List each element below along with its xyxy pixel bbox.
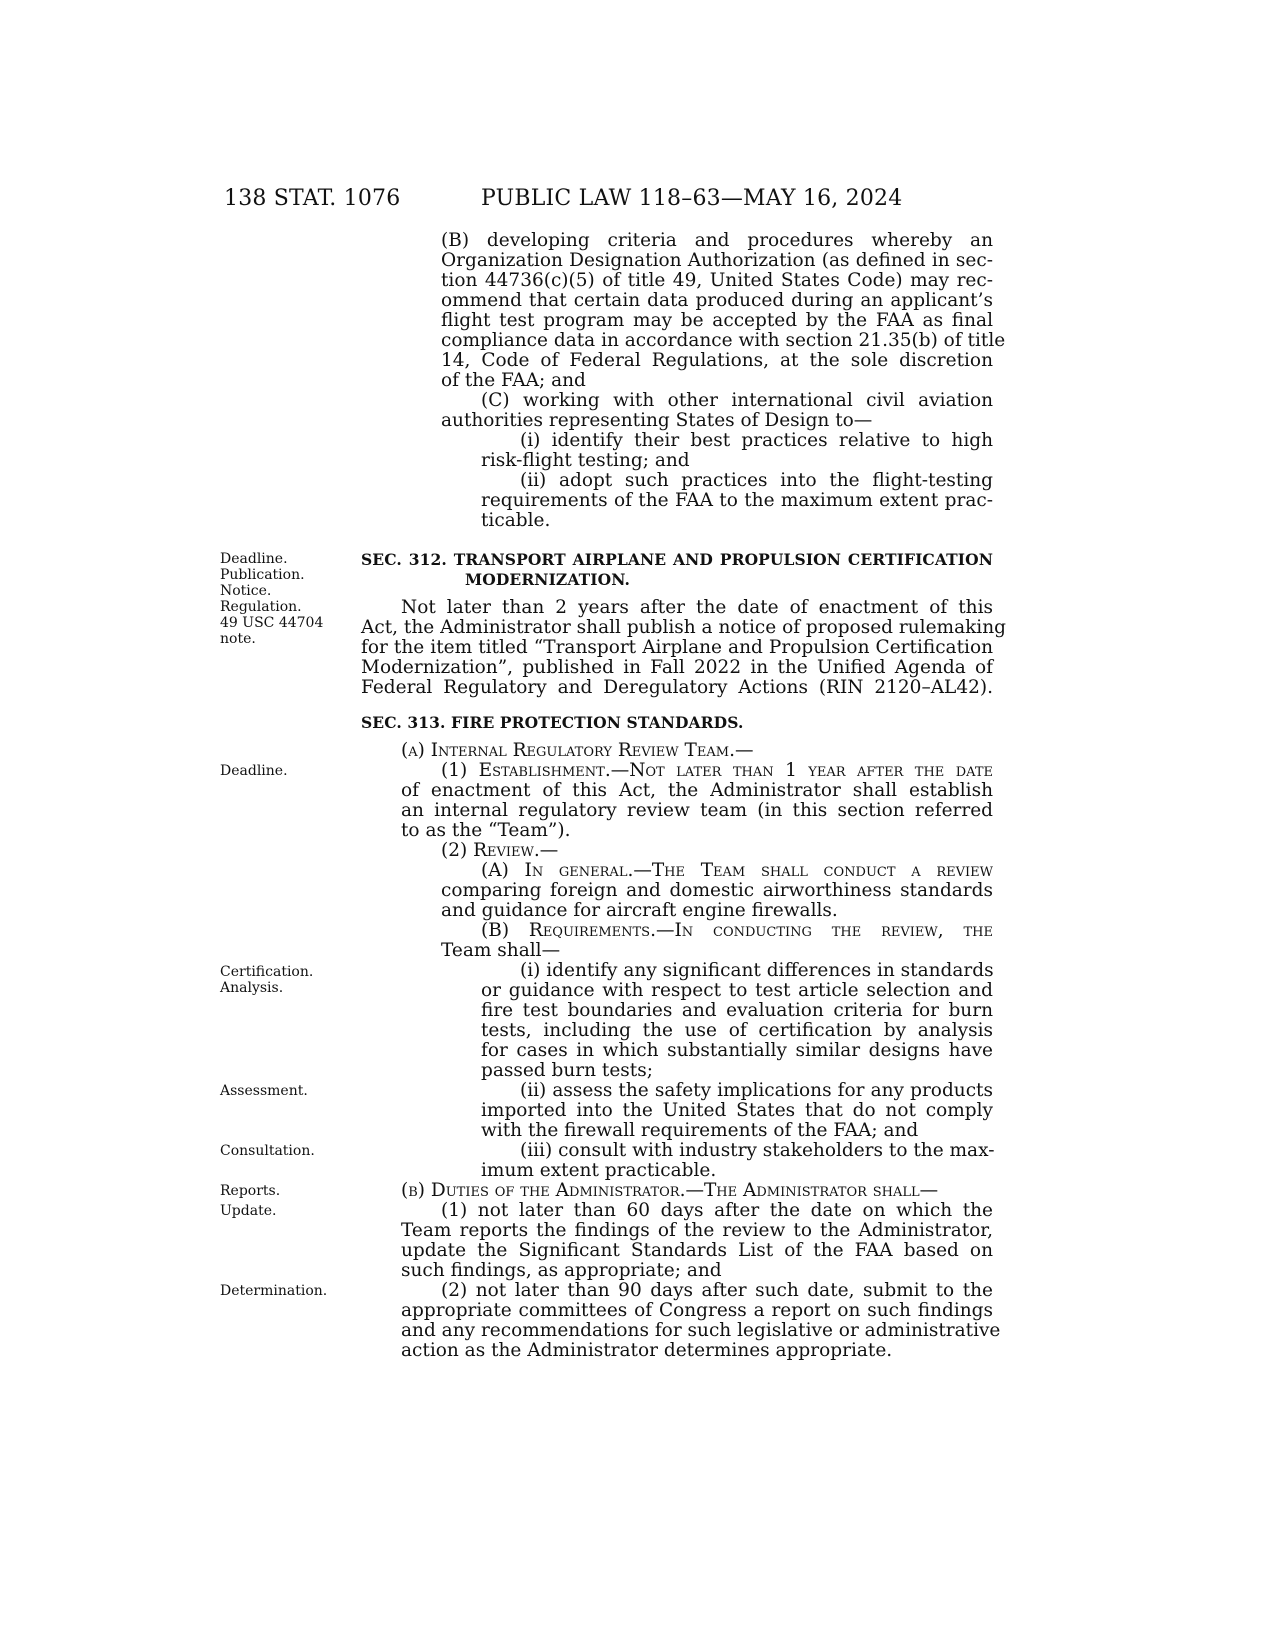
paragraph-heading: (2) Review.— <box>441 840 559 861</box>
paragraph-line: Modernization”, published in Fall 2022 in the Unified Agenda of <box>361 657 993 678</box>
paragraph-line: flight test program may be accepted by the FAA as final <box>441 310 993 331</box>
section-312 <box>361 550 1006 698</box>
continuation-block <box>361 230 1006 531</box>
section-heading-cont: MODERNIZATION. <box>465 570 630 589</box>
subsection-heading: (b) Duties of the Administrator.—The Administrator shall— <box>401 1180 939 1201</box>
section-heading: SEC. 313. FIRE PROTECTION STANDARDS. <box>361 713 744 732</box>
section-heading: SEC. 312. TRANSPORT AIRPLANE AND PROPULSION CERTIFICATION <box>361 550 993 569</box>
paragraph-line: and guidance for aircraft engine firewalls. <box>441 900 838 921</box>
paragraph-line: Federal Regulatory and Deregulatory Actions (RIN 2120–AL42). <box>361 677 993 698</box>
margin-note-sec312: Deadline. Publication. Notice. Regulation. 49 USC 44704 note. <box>220 551 324 647</box>
paragraph-line: comparing foreign and domestic airworthiness standards <box>441 880 993 901</box>
margin-note-consultation: Consultation. <box>220 1143 315 1159</box>
paragraph-line: Organization Designation Authorization (as defined in sec- <box>441 250 993 271</box>
paragraph-line: tion 44736(c)(5) of title 49, United States Code) may rec- <box>441 270 993 291</box>
subsection-heading: (a) Internal Regulatory Review Team.— <box>401 740 754 761</box>
paragraph-line: (B) Requirements.—In conducting the review, the <box>481 920 993 941</box>
paragraph-line: (2) not later than 90 days after such date, submit to the <box>441 1280 993 1301</box>
paragraph-line: with the firewall requirements of the FAA; and <box>481 1120 919 1141</box>
paragraph-line: (A) In general.—The Team shall conduct a review <box>481 860 993 881</box>
paragraph-line: (i) identify any significant differences in standards <box>520 960 994 981</box>
paragraph-line: fire test boundaries and evaluation criteria for burn <box>481 1000 993 1021</box>
paragraph-line: (C) working with other international civil aviation <box>481 390 993 411</box>
margin-note-certification: Certification. Analysis. <box>220 964 314 996</box>
paragraph-line: appropriate committees of Congress a report on such findings <box>401 1300 993 1321</box>
paragraph-line: action as the Administrator determines appropriate. <box>401 1340 893 1361</box>
paragraph-line: (i) identify their best practices relative to high <box>520 430 993 451</box>
paragraph-line: compliance data in accordance with section 21.35(b) of title <box>441 330 1006 351</box>
margin-note-update: Update. <box>220 1203 277 1219</box>
section-313 <box>361 713 1001 1361</box>
paragraph-line: (1) Establishment.—Not later than 1 year after the date <box>441 760 993 781</box>
paragraph-line: Team reports the findings of the review to the Administrator, <box>401 1220 993 1241</box>
paragraph-line: ticable. <box>481 510 551 531</box>
margin-note-deadline: Deadline. <box>220 763 288 779</box>
paragraph-line: to as the “Team”). <box>401 820 571 841</box>
paragraph-line: and any recommendations for such legislative or administrative <box>401 1320 1001 1341</box>
paragraph-line: imum extent practicable. <box>481 1160 717 1181</box>
paragraph-line: authorities representing States of Design to— <box>441 410 873 431</box>
paragraph-line: (iii) consult with industry stakeholders to the max- <box>520 1140 995 1161</box>
paragraph-line: for the item titled “Transport Airplane and Propulsion Certification <box>361 637 993 658</box>
paragraph-line: requirements of the FAA to the maximum extent prac- <box>481 490 993 511</box>
paragraph-line: (1) not later than 60 days after the date on which the <box>441 1200 993 1221</box>
paragraph-line: update the Significant Standards List of the FAA based on <box>401 1240 993 1261</box>
margin-note-reports: Reports. <box>220 1183 281 1199</box>
paragraph-line: (B) developing criteria and procedures whereby an <box>441 230 993 251</box>
paragraph-line: (ii) assess the safety implications for any products <box>520 1080 993 1101</box>
paragraph-line: imported into the United States that do not comply <box>481 1100 993 1121</box>
page-header-title: PUBLIC LAW 118–63—MAY 16, 2024 <box>481 186 903 211</box>
paragraph-line: or guidance with respect to test article selection and <box>481 980 993 1001</box>
paragraph-line: risk-flight testing; and <box>481 450 690 471</box>
paragraph-line: Act, the Administrator shall publish a notice of proposed rulemaking <box>361 617 1006 638</box>
paragraph-line: passed burn tests; <box>481 1060 653 1081</box>
paragraph-line: for cases in which substantially similar designs have <box>481 1040 993 1061</box>
page-stat-number: 138 STAT. 1076 <box>224 186 401 211</box>
paragraph-line: tests, including the use of certification by analysis <box>481 1020 993 1041</box>
paragraph-line: of enactment of this Act, the Administrator shall establish <box>401 780 993 801</box>
paragraph-line: such findings, as appropriate; and <box>401 1260 722 1281</box>
margin-note-assessment: Assessment. <box>220 1083 308 1099</box>
paragraph-line: ommend that certain data produced during an applicant’s <box>441 290 993 311</box>
paragraph-line: Not later than 2 years after the date of enactment of this <box>401 597 993 618</box>
paragraph-line: (ii) adopt such practices into the flight-testing <box>520 470 993 491</box>
margin-note-determination: Determination. <box>220 1283 328 1299</box>
paragraph-line: of the FAA; and <box>441 370 586 391</box>
paragraph-line: Team shall— <box>441 940 561 961</box>
paragraph-line: 14, Code of Federal Regulations, at the sole discretion <box>441 350 993 371</box>
paragraph-line: an internal regulatory review team (in this section referred <box>401 800 993 821</box>
